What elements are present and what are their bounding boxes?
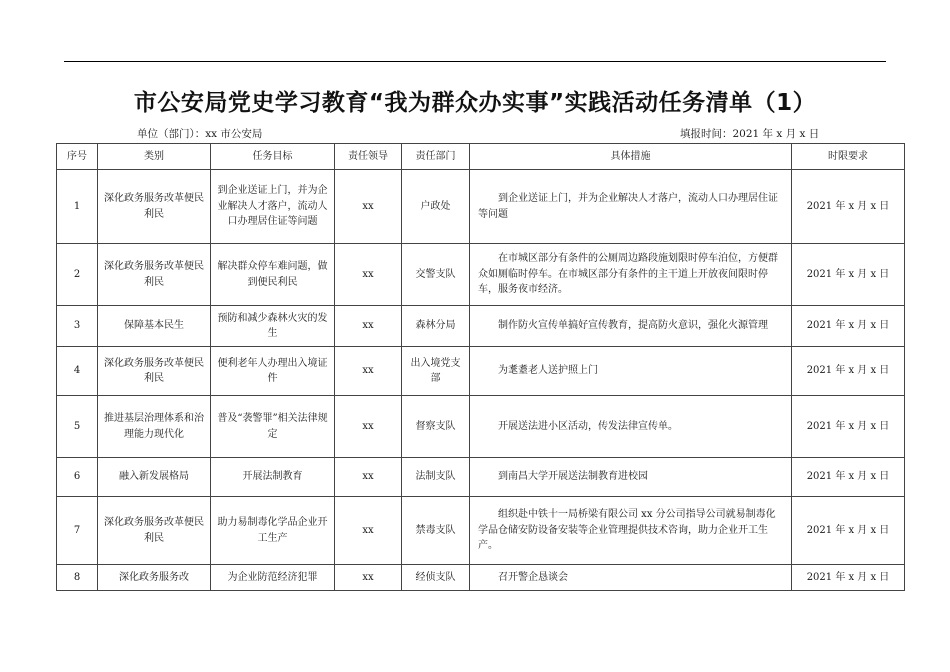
cell-measure: 组织赴中铁十一局桥梁有限公司 xx 分公司指导公司就易制毒化学品仓储安防设备安装等企业管理提供技术咨询，助力企业开工生产。	[470, 497, 792, 565]
cell-no: 1	[57, 170, 98, 244]
cell-category: 深化政务服务改	[98, 565, 211, 591]
cell-leader: xx	[335, 396, 402, 458]
col-header-measure: 具体措施	[470, 144, 792, 170]
cell-dept: 禁毒支队	[402, 497, 470, 565]
table-row	[57, 170, 905, 244]
cell-dept: 督察支队	[402, 396, 470, 458]
cell-leader: xx	[335, 458, 402, 497]
cell-no: 6	[57, 458, 98, 497]
document-title: 市公安局党史学习教育“我为群众办实事”实践活动任务清单（1）	[133, 90, 817, 116]
cell-no: 5	[57, 396, 98, 458]
cell-goal: 开展法制教育	[211, 458, 335, 497]
cell-deadline: 2021 年 x 月 x 日	[792, 306, 905, 347]
col-header-goal: 任务目标	[211, 144, 335, 170]
cell-deadline: 2021 年 x 月 x 日	[792, 565, 905, 591]
cell-measure: 在市城区部分有条件的公厕周边路段施划限时停车泊位，方便群众如厕临时停车。在市城区部分有条件的主干道上开放夜间限时停车，服务夜市经济。	[470, 244, 792, 306]
cell-dept: 法制支队	[402, 458, 470, 497]
cell-goal: 到企业送证上门，并为企业解决人才落户，流动人口办理居住证等问题	[211, 170, 335, 244]
cell-dept: 出入境党支部	[402, 347, 470, 396]
cell-goal: 助力易制毒化学品企业开工生产	[211, 497, 335, 565]
table-header-row	[57, 144, 905, 170]
cell-category: 深化政务服务改革便民利民	[98, 347, 211, 396]
cell-dept: 户政处	[402, 170, 470, 244]
cell-measure: 到南昌大学开展送法制教育进校园	[470, 458, 792, 497]
cell-deadline: 2021 年 x 月 x 日	[792, 347, 905, 396]
cell-goal: 解决群众停车难问题，做到便民利民	[211, 244, 335, 306]
cell-measure: 为耄耋老人送护照上门	[470, 347, 792, 396]
col-header-dept: 责任部门	[402, 144, 470, 170]
cell-deadline: 2021 年 x 月 x 日	[792, 170, 905, 244]
cell-goal: 便利老年人办理出入境证件	[211, 347, 335, 396]
cell-no: 7	[57, 497, 98, 565]
col-header-deadline: 时限要求	[792, 144, 905, 170]
table-row	[57, 347, 905, 396]
cell-deadline: 2021 年 x 月 x 日	[792, 396, 905, 458]
task-table	[56, 143, 905, 591]
cell-measure: 召开警企恳谈会	[470, 565, 792, 591]
cell-dept: 交警支队	[402, 244, 470, 306]
fill-time-label: 填报时间：2021 年 x 月 x 日	[680, 128, 820, 140]
table-row	[57, 306, 905, 347]
cell-no: 3	[57, 306, 98, 347]
table-row	[57, 244, 905, 306]
cell-goal: 为企业防范经济犯罪	[211, 565, 335, 591]
cell-leader: xx	[335, 306, 402, 347]
cell-category: 深化政务服务改革便民利民	[98, 497, 211, 565]
cell-dept: 经侦支队	[402, 565, 470, 591]
cell-measure: 制作防火宣传单搞好宣传教育，提高防火意识，强化火源管理	[470, 306, 792, 347]
cell-category: 推进基层治理体系和治理能力现代化	[98, 396, 211, 458]
cell-leader: xx	[335, 497, 402, 565]
cell-leader: xx	[335, 565, 402, 591]
cell-category: 深化政务服务改革便民利民	[98, 244, 211, 306]
col-header-leader: 责任领导	[335, 144, 402, 170]
cell-no: 2	[57, 244, 98, 306]
cell-deadline: 2021 年 x 月 x 日	[792, 497, 905, 565]
table-row	[57, 497, 905, 565]
header-rule	[64, 61, 886, 62]
cell-deadline: 2021 年 x 月 x 日	[792, 244, 905, 306]
unit-label: 单位（部门）：xx 市公安局	[137, 128, 263, 140]
cell-deadline: 2021 年 x 月 x 日	[792, 458, 905, 497]
table-row	[57, 396, 905, 458]
cell-leader: xx	[335, 347, 402, 396]
table-row	[57, 565, 905, 591]
cell-category: 深化政务服务改革便民利民	[98, 170, 211, 244]
cell-no: 8	[57, 565, 98, 591]
cell-measure: 到企业送证上门，并为企业解决人才落户，流动人口办理居住证等问题	[470, 170, 792, 244]
cell-no: 4	[57, 347, 98, 396]
cell-goal: 预防和减少森林火灾的发生	[211, 306, 335, 347]
cell-category: 融入新发展格局	[98, 458, 211, 497]
cell-dept: 森林分局	[402, 306, 470, 347]
cell-leader: xx	[335, 244, 402, 306]
cell-leader: xx	[335, 170, 402, 244]
cell-measure: 开展送法进小区活动，传发法律宣传单。	[470, 396, 792, 458]
cell-goal: 普及“袭警罪”相关法律规定	[211, 396, 335, 458]
col-header-category: 类别	[98, 144, 211, 170]
cell-category: 保障基本民生	[98, 306, 211, 347]
table-row	[57, 458, 905, 497]
col-header-no: 序号	[57, 144, 98, 170]
